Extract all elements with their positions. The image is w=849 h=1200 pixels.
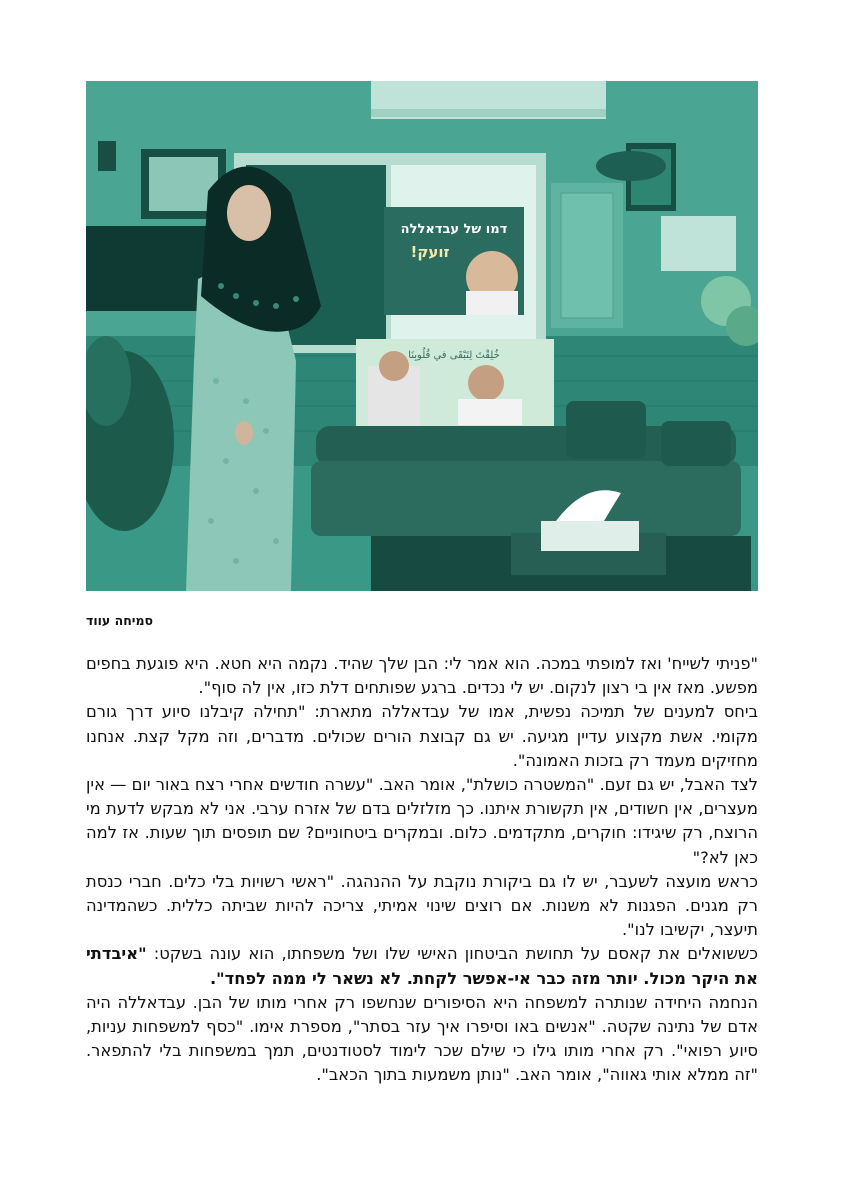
article-photo bbox=[86, 81, 758, 591]
paragraph-5 bbox=[86, 942, 758, 990]
paragraph-5-text: כששואלים את קאסם על תחושת הביטחון האישי שלו ושל משפחתו, הוא עונה בשקט: bbox=[146, 944, 758, 964]
paragraph-5-quote: "איבדתי את היקר מכול. יותר מזה כבר אי-אפשר לקחת. לא נשאר לי ממה לפחד". bbox=[86, 944, 758, 988]
poster-top-line1: דמו של עבדאללה bbox=[400, 222, 508, 237]
poster-top-line2: זועק! bbox=[410, 243, 450, 261]
photo-caption: סמיחה עווד bbox=[86, 613, 154, 628]
article-body bbox=[86, 652, 758, 1088]
paragraph-2: ביחס למענים של תמיכה נפשית, אמו של עבדאללה מתארת: "תחילה קיבלנו סיוע דרך גורם מקומי. אשת מקצוע עדיין מגיעה. יש גם קבוצת הורים שכולים. מדברים, וזה מקל קצת. אנחנו מחזיקים מעמד רק בזכות האמונה". bbox=[86, 702, 758, 770]
paragraph-3: לצד האבל, יש גם זעם. "המשטרה כושלת", אומר האב. "עשרה חודשים אחרי רצח באור יום — אין מעצרים, אין חשודים, אין תקשורת איתנו. כך מזלזלים בדם של אזרח ערבי. אני לא מבקש לדעת מי הרוצח, רק שיגידו: חוקרים, מתקדמים. כלום. ובמקרים ביטחוניים? שם תופסים תוך שעות. אז למה כאן לא?" bbox=[86, 775, 758, 867]
paragraph-6: הנחמה היחידה שנותרה למשפחה היא הסיפורים שנחשפו רק אחרי מותו של הבן. עבדאללה היה אדם של נתינה שקטה. "אנשים באו וסיפרו איך עזר בסתר", מספרת אימו. "כסף למשפחות עניות, סיוע רפואי". רק אחרי מותו גילו כי שילם שכר לימוד לסטודנטים, תמך במשפחות בלי להתפאר. "זה ממלא אותי גאווה", אומר האב. "נותן משמעות בתוך הכאב". bbox=[86, 992, 758, 1085]
poster-bottom-arabic-top: خُلِقْتَ لِتَبْقَى في قُلُوبِنَا bbox=[408, 350, 500, 361]
paragraph-1: "פניתי לשייח' ואז למופתי במכה. הוא אמר לי: הבן שלך שהיד. נקמה היא חטא. היא פוגעת בחפים מפשע. מאז אין בי רצון לנקום. יש לי נכדים. ברגע שפותחים דלת כזו, אין לה סוף". bbox=[86, 654, 758, 698]
paragraph-4: כראש מועצה לשעבר, יש לו גם ביקורת נוקבת על ההנהגה. "ראשי רשויות בלי כלים. חברי כנסת רק מגנים. הפגנות לא משנות. אם רוצים שינוי אמיתי, צריכה להיות שביתה כללית. כשהמדינה תיעצר, יקשיבו לנו". bbox=[86, 871, 758, 940]
